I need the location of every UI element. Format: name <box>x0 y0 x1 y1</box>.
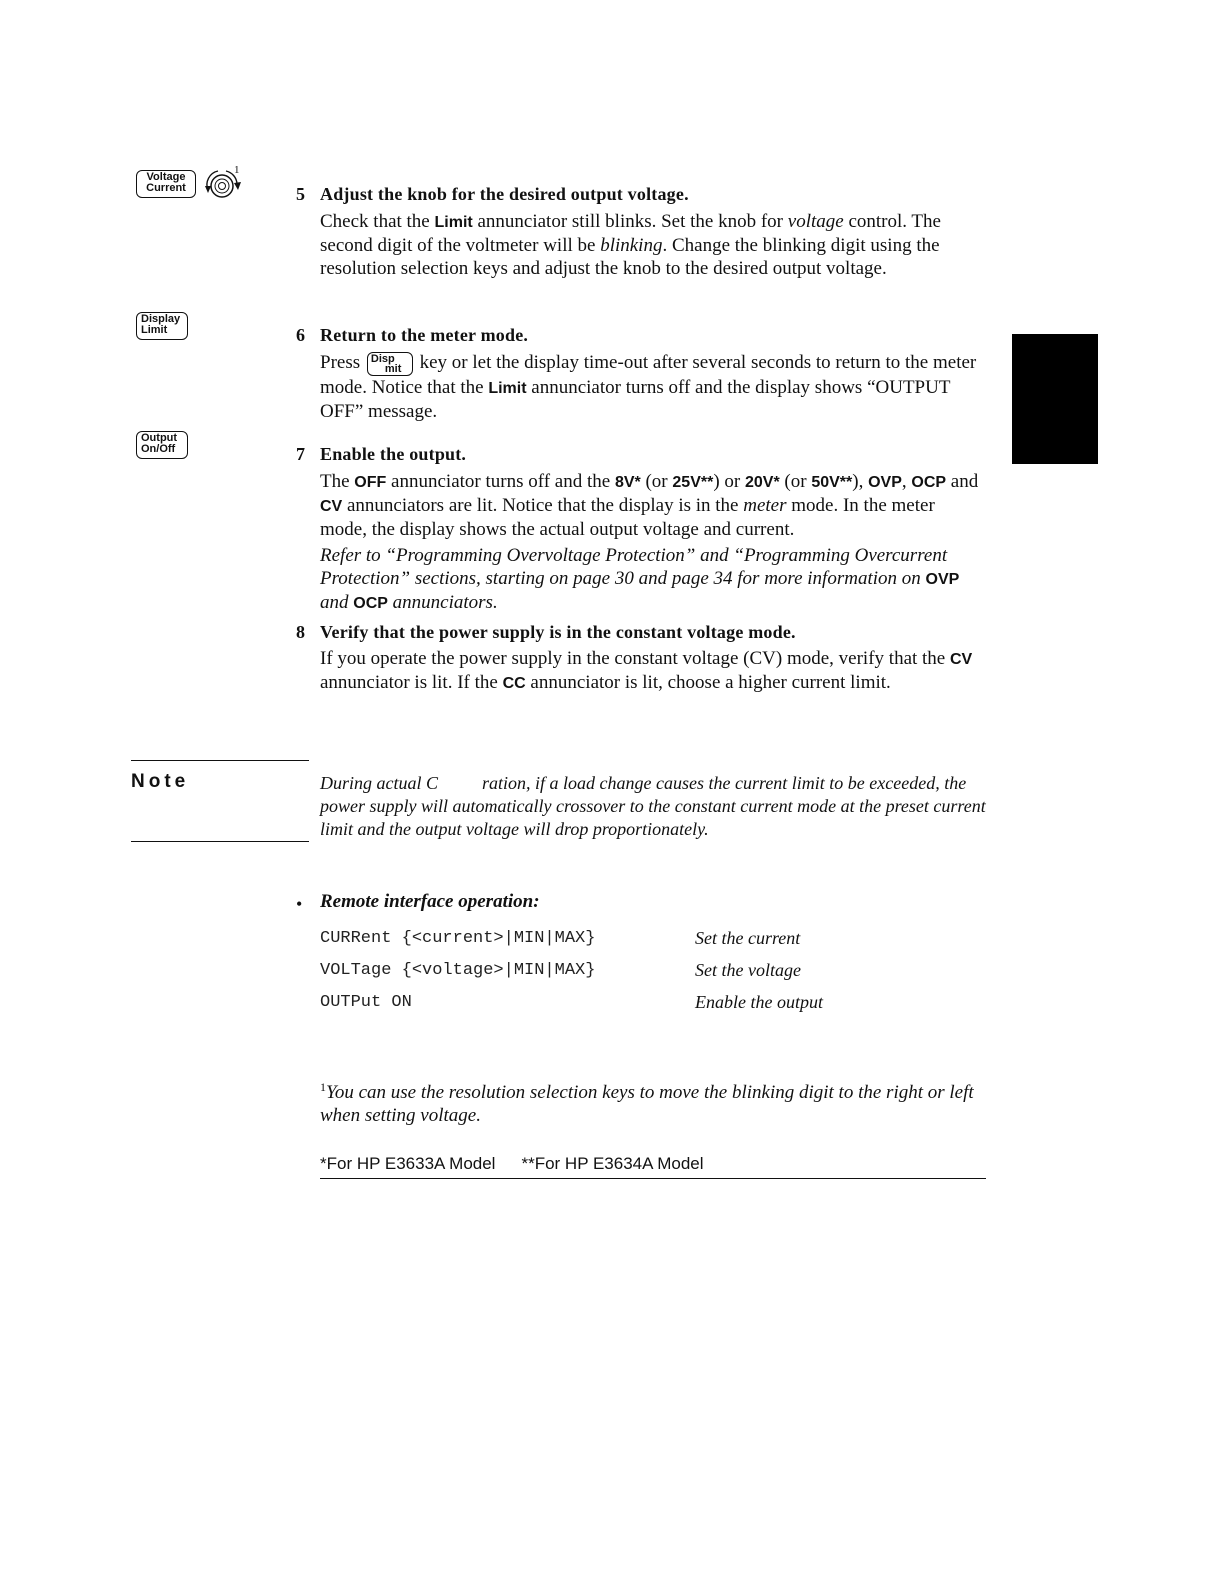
text-run: Check that the <box>320 211 435 232</box>
annunciator-20v: 20V* <box>744 474 780 491</box>
step-paragraph <box>320 470 985 541</box>
reference-paragraph <box>320 544 985 615</box>
key-label-bottom: Limit <box>141 324 168 336</box>
annunciator-cv: CV <box>320 498 343 515</box>
text-run: ), <box>852 471 869 492</box>
scpi-command: VOLTage {<voltage>|MIN|MAX} <box>320 961 596 980</box>
footnote <box>320 1076 985 1127</box>
text-run: annunciator turns off and the display shows “OUTPUT OFF” message. <box>320 377 951 422</box>
model-footnotes <box>320 1154 704 1174</box>
command-description: Set the voltage <box>695 960 801 980</box>
key-label-top: Disp <box>370 353 395 365</box>
note-text <box>320 772 990 841</box>
chapter-thumb-tab <box>1012 334 1098 464</box>
knob-footnote-mark: 1 <box>234 164 240 176</box>
text-run: Refer to “Programming Overvoltage Protection” and “Programming Overcurrent Protection” sections, starting on page 30 and page 34 for more information on <box>320 545 948 589</box>
voltage-current-key-icon <box>136 170 196 198</box>
footnote-text: You can use the resolution selection keys to move the blinking digit to the right or left when setting voltage. <box>320 1082 974 1126</box>
step-paragraph <box>320 647 985 695</box>
text-run: . Change the blinking digit using the resolution selection keys and adjust the knob to the desired output voltage. <box>320 235 940 279</box>
footer-rule <box>320 1178 986 1179</box>
annunciator-ocp: OCP <box>353 595 388 612</box>
key-label-bottom: On/Off <box>141 443 176 455</box>
annunciator-50v: 50V** <box>811 474 853 491</box>
key-label-top: Voltage <box>146 171 186 183</box>
annunciator-25v: 25V** <box>672 474 714 491</box>
annunciator-cv: CV <box>950 651 973 668</box>
annunciator-limit: Limit <box>434 214 473 231</box>
text-run: , <box>901 471 912 492</box>
display-limit-inline-key-icon <box>367 352 413 376</box>
annunciator-ovp: OVP <box>925 571 960 588</box>
text-run: ) or <box>713 471 745 492</box>
text-run: voltage <box>787 211 844 232</box>
annunciator-8v: 8V* <box>614 474 641 491</box>
step-number: 5 <box>296 184 305 204</box>
bullet: • <box>296 894 303 914</box>
note-bottom-rule <box>131 841 309 842</box>
step-number: 6 <box>296 325 305 345</box>
footnote-mark: 1 <box>320 1080 326 1094</box>
text-run: The <box>320 471 355 492</box>
knob-icon <box>200 166 248 202</box>
note-top-rule <box>131 760 309 761</box>
text-run: annunciators. <box>387 592 498 613</box>
step-paragraph <box>320 351 985 423</box>
remote-heading: Remote interface operation: <box>320 891 540 912</box>
model-note: **For HP E3634A Model <box>521 1154 704 1173</box>
annunciator-ovp: OVP <box>868 474 902 491</box>
step-number: 8 <box>296 622 305 642</box>
model-note: *For HP E3633A Model <box>320 1154 496 1173</box>
key-label-top: Display <box>141 313 181 325</box>
step-heading: Verify that the power supply is in the constant voltage mode. <box>320 622 796 642</box>
annunciator-cc: CC <box>502 675 526 692</box>
step-number: 7 <box>296 444 305 464</box>
text-run: key or let the display time-out after several seconds to return to the meter mode. Notice that the <box>320 352 977 398</box>
text-run: annunciators are lit. Notice that the display is in the <box>342 495 744 516</box>
key-label-bottom: Current <box>146 182 186 194</box>
scpi-command: OUTPut ON <box>320 993 412 1012</box>
text-run: control. The second digit of the voltmeter will be <box>320 211 941 256</box>
text-run: annunciator is lit, choose a higher current limit. <box>525 672 891 693</box>
text-run: mode. In the meter mode, the display shows the actual output voltage and current. <box>320 495 935 540</box>
key-label-bottom: mit <box>384 363 402 375</box>
step-paragraph <box>320 210 985 280</box>
annunciator-off: OFF <box>354 474 387 491</box>
scpi-command: CURRent {<current>|MIN|MAX} <box>320 929 596 948</box>
step-heading: Enable the output. <box>320 444 467 464</box>
text-run: annunciator still blinks. Set the knob for <box>472 211 788 232</box>
step-heading: Adjust the knob for the desired output voltage. <box>320 184 689 204</box>
annunciator-limit: Limit <box>488 380 527 397</box>
annunciator-ocp: OCP <box>911 474 947 491</box>
text-run: blinking <box>600 235 663 256</box>
text-run: If you operate the power supply in the constant voltage (CV) mode, verify that the <box>320 648 950 669</box>
note-label: Note <box>131 771 190 792</box>
text-run: (or <box>640 471 673 492</box>
step-heading: Return to the meter mode. <box>320 325 529 345</box>
text-run: and <box>946 471 979 492</box>
text-run: meter <box>743 495 787 516</box>
command-description: Enable the output <box>695 992 823 1012</box>
command-description: Set the current <box>695 928 801 948</box>
text-run: Press <box>320 352 365 373</box>
display-limit-key-icon <box>136 312 188 340</box>
output-onoff-key-icon <box>136 431 188 459</box>
text-run: ration, if a load change causes the current limit to be exceeded, the power supply will automatically crossover to the constant current mode at the preset current limit and the output voltage will drop proportionately. <box>320 773 986 839</box>
text-run: annunciator is lit. If the <box>320 672 503 693</box>
text-run: During actual C <box>320 773 439 793</box>
text-run: and <box>320 592 354 613</box>
text-run: (or <box>779 471 812 492</box>
text-run: annunciator turns off and the <box>386 471 615 492</box>
key-label-top: Output <box>141 432 178 444</box>
